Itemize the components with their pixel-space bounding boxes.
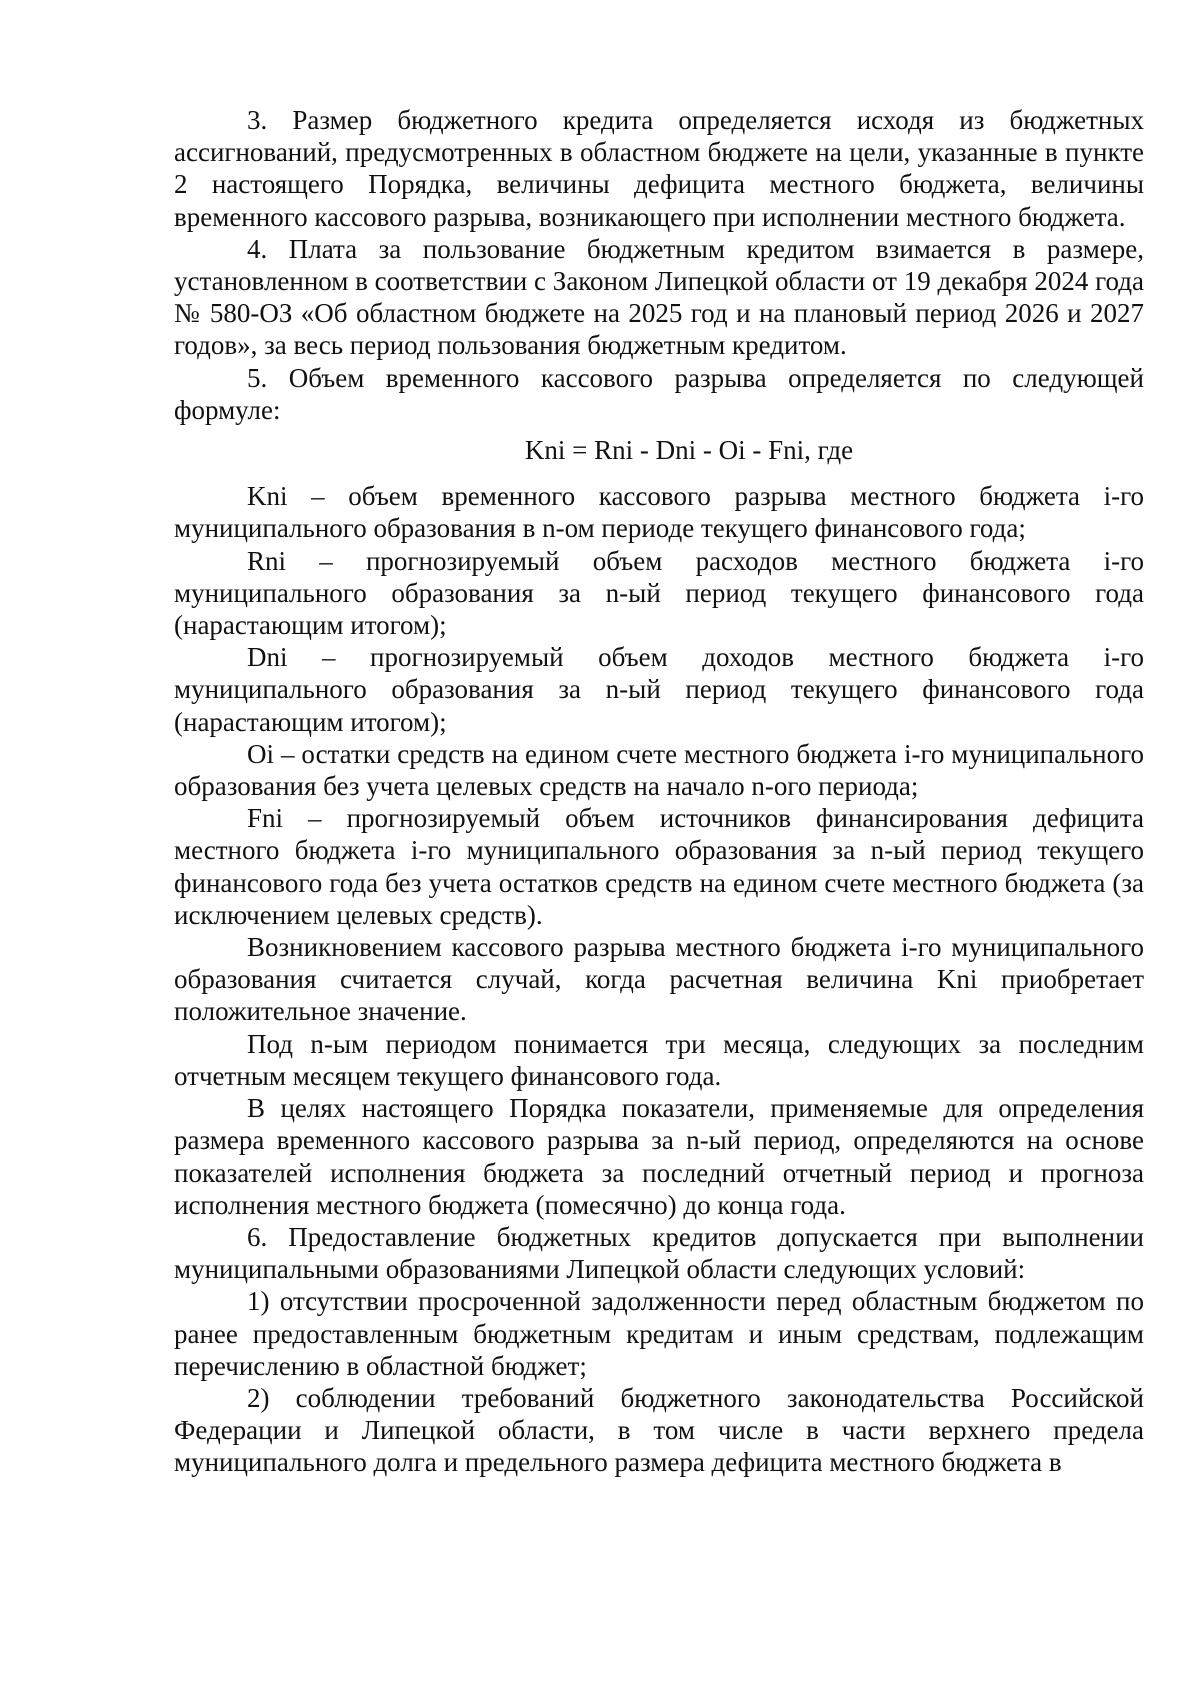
formula: Kni = Rni - Dni - Oi - Fni, где <box>524 435 854 466</box>
paragraph-item-6: 6. Предоставление бюджетных кредитов допускается при выполнении муниципальными образованиями Липецкой области следующих условий: <box>174 1221 1144 1285</box>
definition-oi: Oi – остатки средств на едином счете местного бюджета i-го муниципального образования без учета целевых средств на начало n-ого периода; <box>174 738 1144 802</box>
paragraph-item-5: 5. Объем временного кассового разрыва определяется по следующей формуле: <box>174 362 1144 425</box>
definition-rni: Rni – прогнозируемый объем расходов местного бюджета i-го муниципального образования за n-ый период текущего финансового года (нарастающим итогом); <box>174 545 1144 641</box>
definition-kni: Kni – объем временного кассового разрыва местного бюджета i-го муниципального образования в n-ом периоде текущего финансового года; <box>174 481 1144 544</box>
paragraph-n-period: Под n-ым периодом понимается три месяца, следующих за последним отчетным месяцем текущего финансового года. <box>174 1028 1144 1091</box>
definition-fni: Fni – прогнозируемый объем источников финансирования дефицита местного бюджета i-го муниципального образования за n-ый период текущего финансового года без учета остатков средств на едином счете местного бюджета (за исключением целевых средств). <box>174 803 1144 930</box>
document-body <box>174 104 1144 1479</box>
condition-1: 1) отсутствии просроченной задолженности перед областным бюджетом по ранее предоставленным бюджетным кредитам и иным средствам, подлежащим перечислению в областной бюджет; <box>174 1286 1144 1381</box>
paragraph-cash-gap: Возникновением кассового разрыва местного бюджета i-го муниципального образования считается случай, когда расчетная величина Kni приобретает положительное значение. <box>174 932 1144 1027</box>
condition-2: 2) соблюдении требований бюджетного законодательства Российской Федерации и Липецкой области, в том числе в части верхнего предела муниципального долга и предельного размера дефицита местного бюджета в <box>174 1382 1144 1478</box>
paragraph-item-4: 4. Плата за пользование бюджетным кредитом взимается в размере, установленном в соответствии с Законом Липецкой области от 19 декабря 2024 года № 580-ОЗ «Об областном бюджете на 2025 год и на плановый период 2026 и 2027 годов», за весь период пользования бюджетным кредитом. <box>174 233 1144 361</box>
paragraph-item-3: 3. Размер бюджетного кредита определяется исходя из бюджетных ассигнований, предусмотренных в областном бюджете на цели, указанные в пункте 2 настоящего Порядка, величины дефицита местного бюджета, величины временного кассового разрыва, возникающего при исполнении местного бюджета. <box>174 105 1144 232</box>
paragraph-indicators: В целях настоящего Порядка показатели, применяемые для определения размера временного кассового разрыва за n-ый период, определяются на основе показателей исполнения бюджета за последний отчетный период и прогноза исполнения местного бюджета (помесячно) до конца года. <box>174 1093 1144 1220</box>
definition-dni: Dni – прогнозируемый объем доходов местного бюджета i-го муниципального образования за n-ый период текущего финансового года (нарастающим итогом); <box>174 642 1144 737</box>
